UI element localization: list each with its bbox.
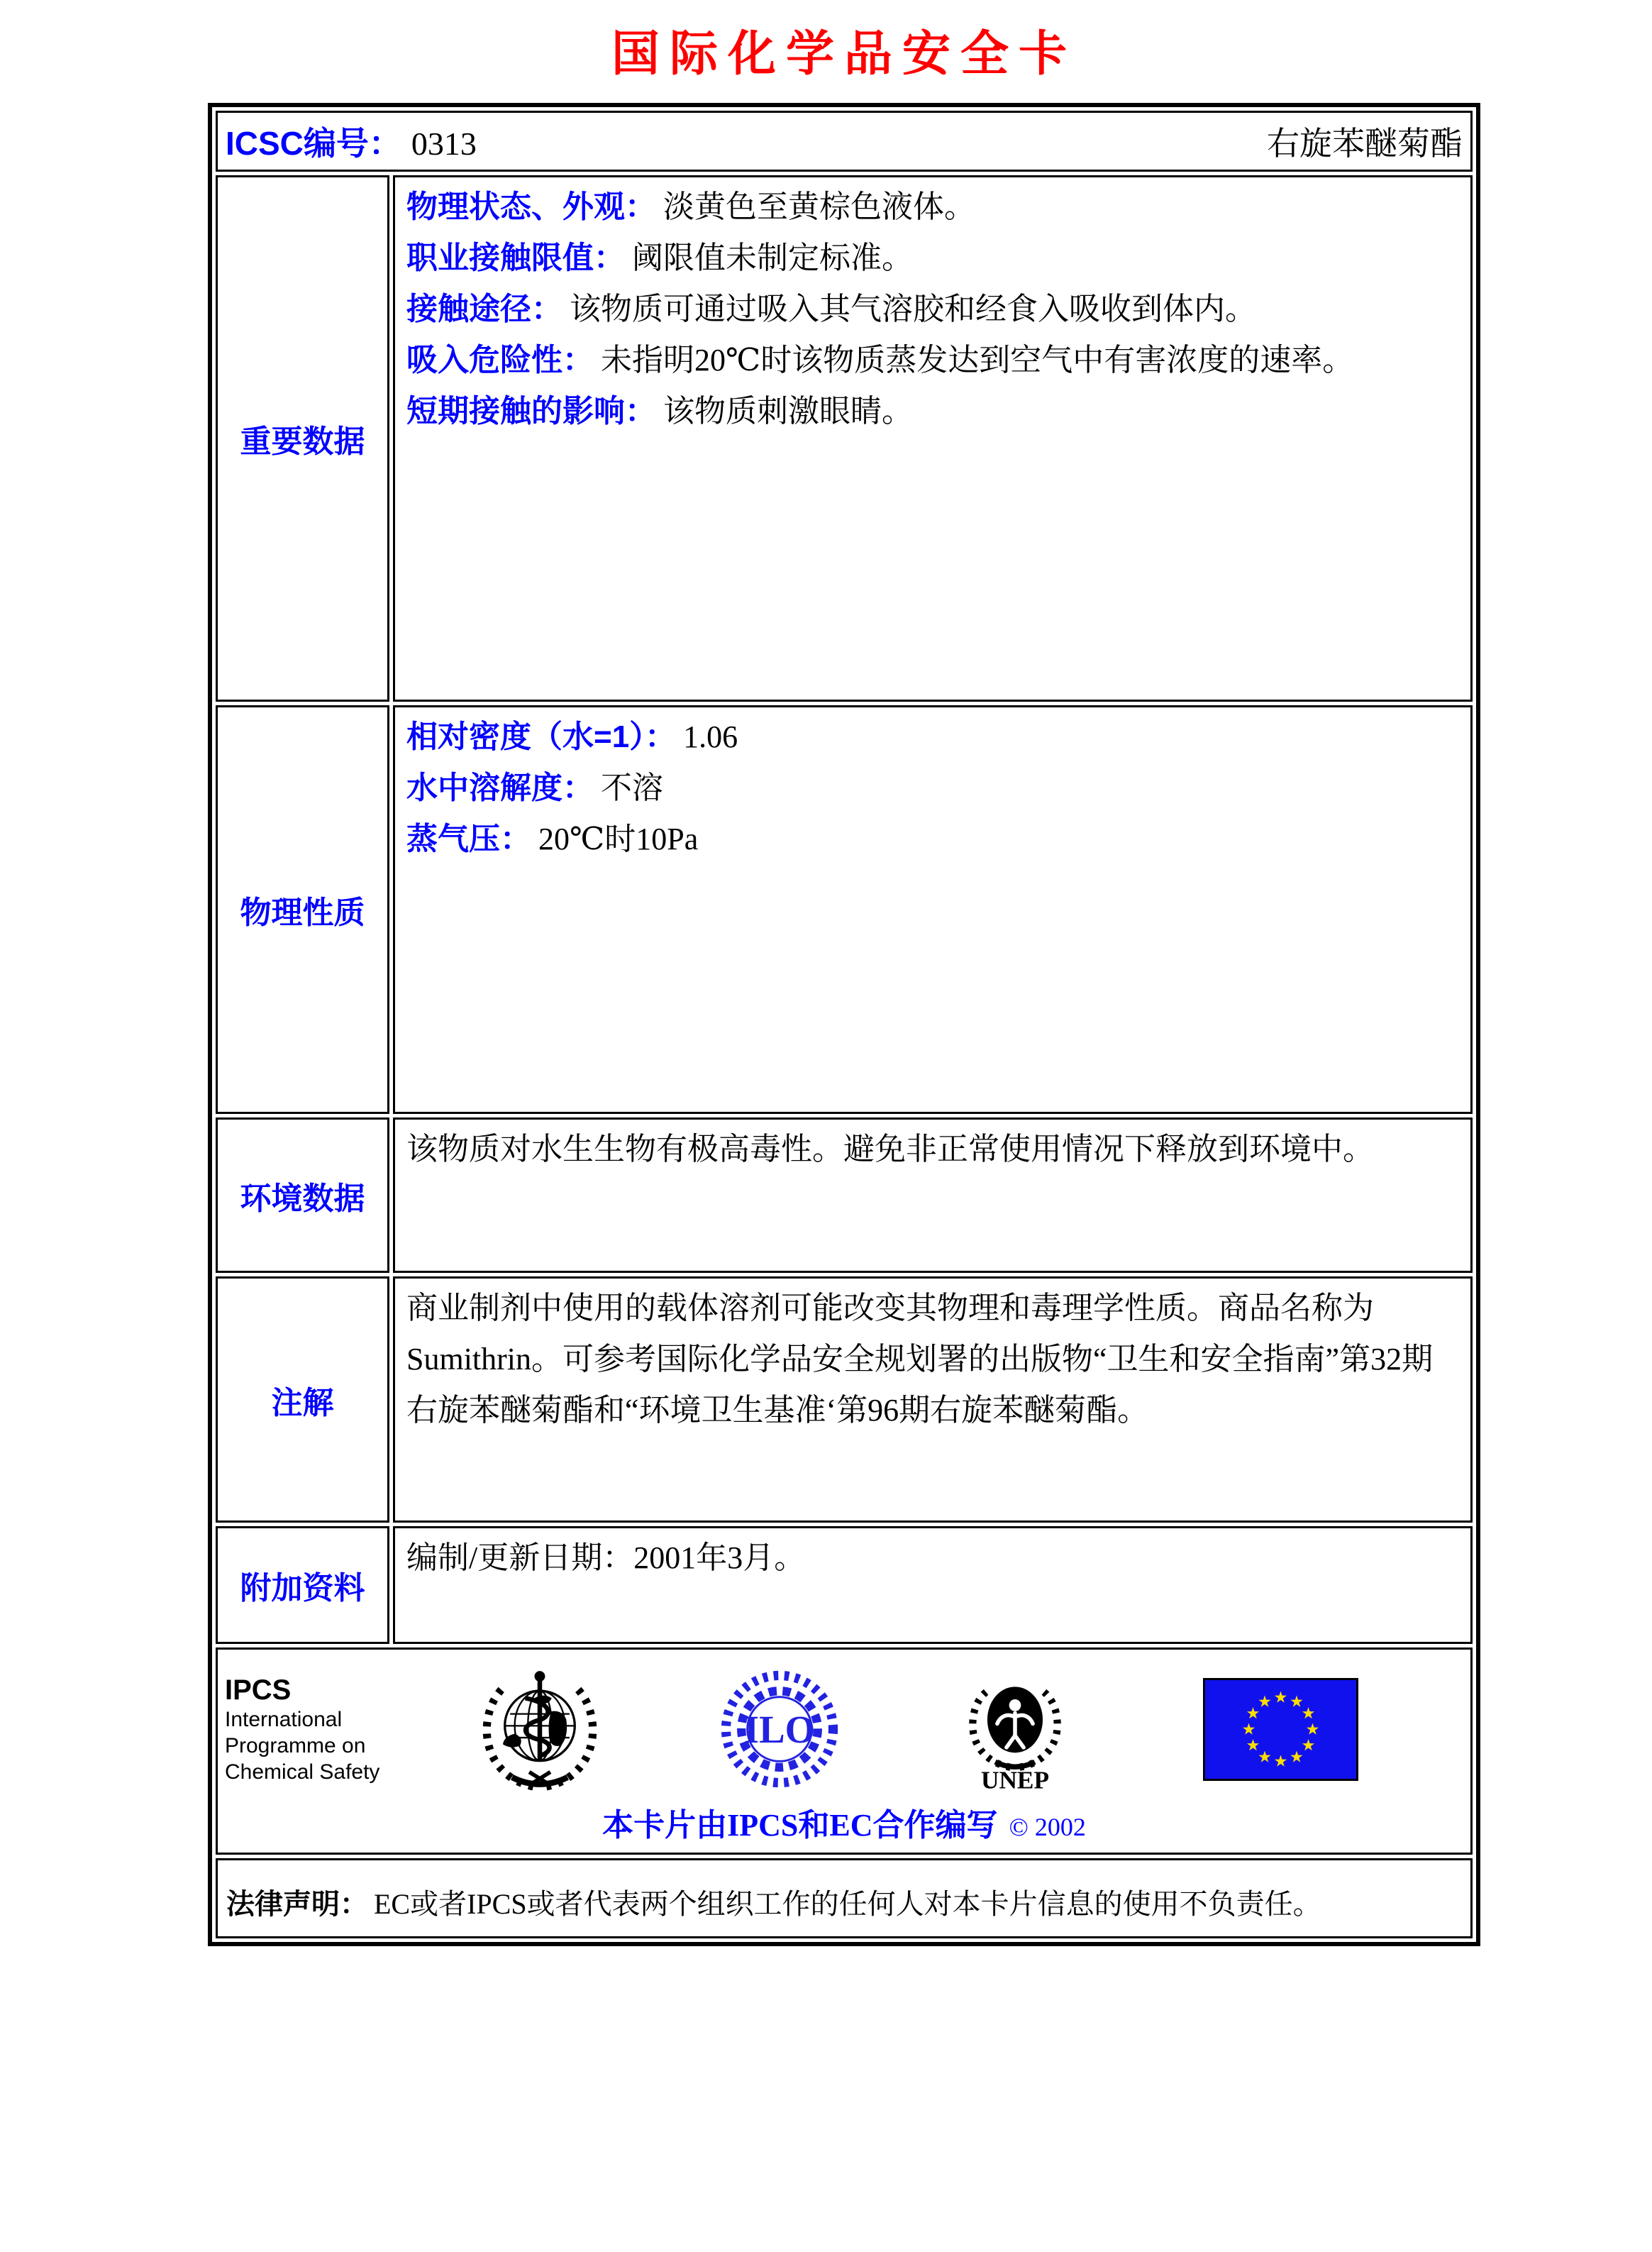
legal-text: EC或者IPCS或者代表两个组织工作的任何人对本卡片信息的使用不负责任。: [374, 1887, 1321, 1920]
section-label-additional-information: 附加资料: [216, 1526, 389, 1644]
section-row-notes: [216, 1276, 1473, 1523]
unep-emblem-icon: [959, 1658, 1071, 1797]
field-label: 接触途径：: [406, 292, 562, 326]
field-label: 水中溶解度：: [406, 771, 594, 805]
header-row: [216, 111, 1473, 172]
field-value: 20℃时10Pa: [538, 822, 699, 856]
icsc-card-table: [208, 103, 1480, 1946]
field-line: [406, 1283, 1459, 1436]
copyright-text: © 2002: [1009, 1813, 1086, 1841]
field-value: 该物质刺激眼睛。: [663, 394, 913, 429]
field-line: [406, 763, 1459, 814]
field-line: [406, 182, 1459, 233]
legal-notice: [216, 1858, 1473, 1938]
field-label: 短期接触的影响：: [406, 394, 656, 429]
icsc-number-label: ICSC编号：: [226, 125, 401, 162]
field-label: 相对密度（水=1）：: [406, 719, 677, 754]
field-value: 该物质对水生生物有极高毒性。避免非正常使用情况下释放到环境中。: [406, 1132, 1374, 1166]
unep-logo: [959, 1658, 1071, 1801]
section-label-important-data: 重要数据: [216, 175, 389, 702]
field-label: 职业接触限值：: [406, 241, 625, 275]
field-line: [406, 386, 1459, 437]
section-content-important-data: [393, 175, 1473, 702]
section-label-notes: 注解: [216, 1276, 389, 1523]
section-row-important-data: [216, 175, 1473, 702]
field-label: 吸入危险性：: [406, 343, 594, 377]
field-label: 物理状态、外观：: [406, 189, 656, 224]
ilo-letters: ILO: [743, 1707, 816, 1751]
field-line: [406, 284, 1459, 335]
icsc-number-group: [226, 118, 477, 165]
section-label-physical-properties: 物理性质: [216, 705, 389, 1114]
chemical-name: 右旋苯醚菊酯: [1267, 126, 1463, 162]
field-line: [406, 814, 1459, 865]
section-content-additional-information: [393, 1526, 1473, 1644]
unep-letters: UNEP: [980, 1766, 1050, 1794]
logos-row: [218, 1654, 1470, 1804]
field-label: 蒸气压：: [406, 822, 531, 856]
page-title: 国际化学品安全卡: [611, 27, 1077, 81]
ilo-logo: [719, 1669, 840, 1789]
ipcs-line: Chemical Safety: [225, 1760, 380, 1784]
cooperation-caption: 本卡片由IPCS和EC合作编写: [602, 1808, 998, 1843]
section-content-notes: [393, 1276, 1473, 1523]
field-value: 商业制剂中使用的载体溶剂可能改变其物理和毒理学性质。商品名称为Sumithrin。可参考国际化学品安全规划署的出版物“卫生和安全指南”第32期右旋苯醚菊酯和“环境卫生基准‘第96期右旋苯醚菊酯。: [406, 1291, 1434, 1428]
field-value: 不溶: [601, 771, 663, 805]
field-value: 该物质可通过吸入其气溶胶和经食入吸收到体内。: [570, 292, 1256, 326]
section-row-environmental-data: [216, 1117, 1473, 1273]
footer-caption: [218, 1806, 1470, 1853]
section-row-physical-properties: [216, 705, 1473, 1114]
ipcs-line: Programme on: [225, 1733, 366, 1757]
eu-flag-icon: [1203, 1678, 1358, 1781]
ipcs-text-block: [225, 1674, 392, 1785]
ipcs-acronym: IPCS: [225, 1674, 292, 1706]
field-value: 未指明20℃时该物质蒸发达到空气中有害浓度的速率。: [601, 343, 1354, 377]
legal-label: 法律声明：: [226, 1888, 368, 1920]
field-value: 阈限值未制定标准。: [632, 241, 913, 275]
section-label-environmental-data: 环境数据: [216, 1117, 389, 1273]
field-line: [406, 335, 1459, 386]
ipcs-line: International: [225, 1707, 343, 1731]
legal-row: [216, 1858, 1473, 1938]
section-content-environmental-data: [393, 1117, 1473, 1273]
icsc-number-value: 0313: [411, 126, 477, 162]
field-value: 1.06: [683, 719, 738, 754]
field-line: [406, 1533, 1459, 1584]
field-line: [406, 1124, 1459, 1175]
field-line: [406, 233, 1459, 284]
field-line: [406, 712, 1459, 763]
field-value: 编制/更新日期：2001年3月。: [406, 1540, 806, 1575]
field-value: 淡黄色至黄棕色液体。: [663, 189, 975, 224]
card-header: [218, 114, 1470, 169]
section-content-physical-properties: [393, 705, 1473, 1114]
who-logo: [474, 1660, 606, 1799]
footer-row: [216, 1647, 1473, 1855]
section-row-additional-information: [216, 1526, 1473, 1644]
